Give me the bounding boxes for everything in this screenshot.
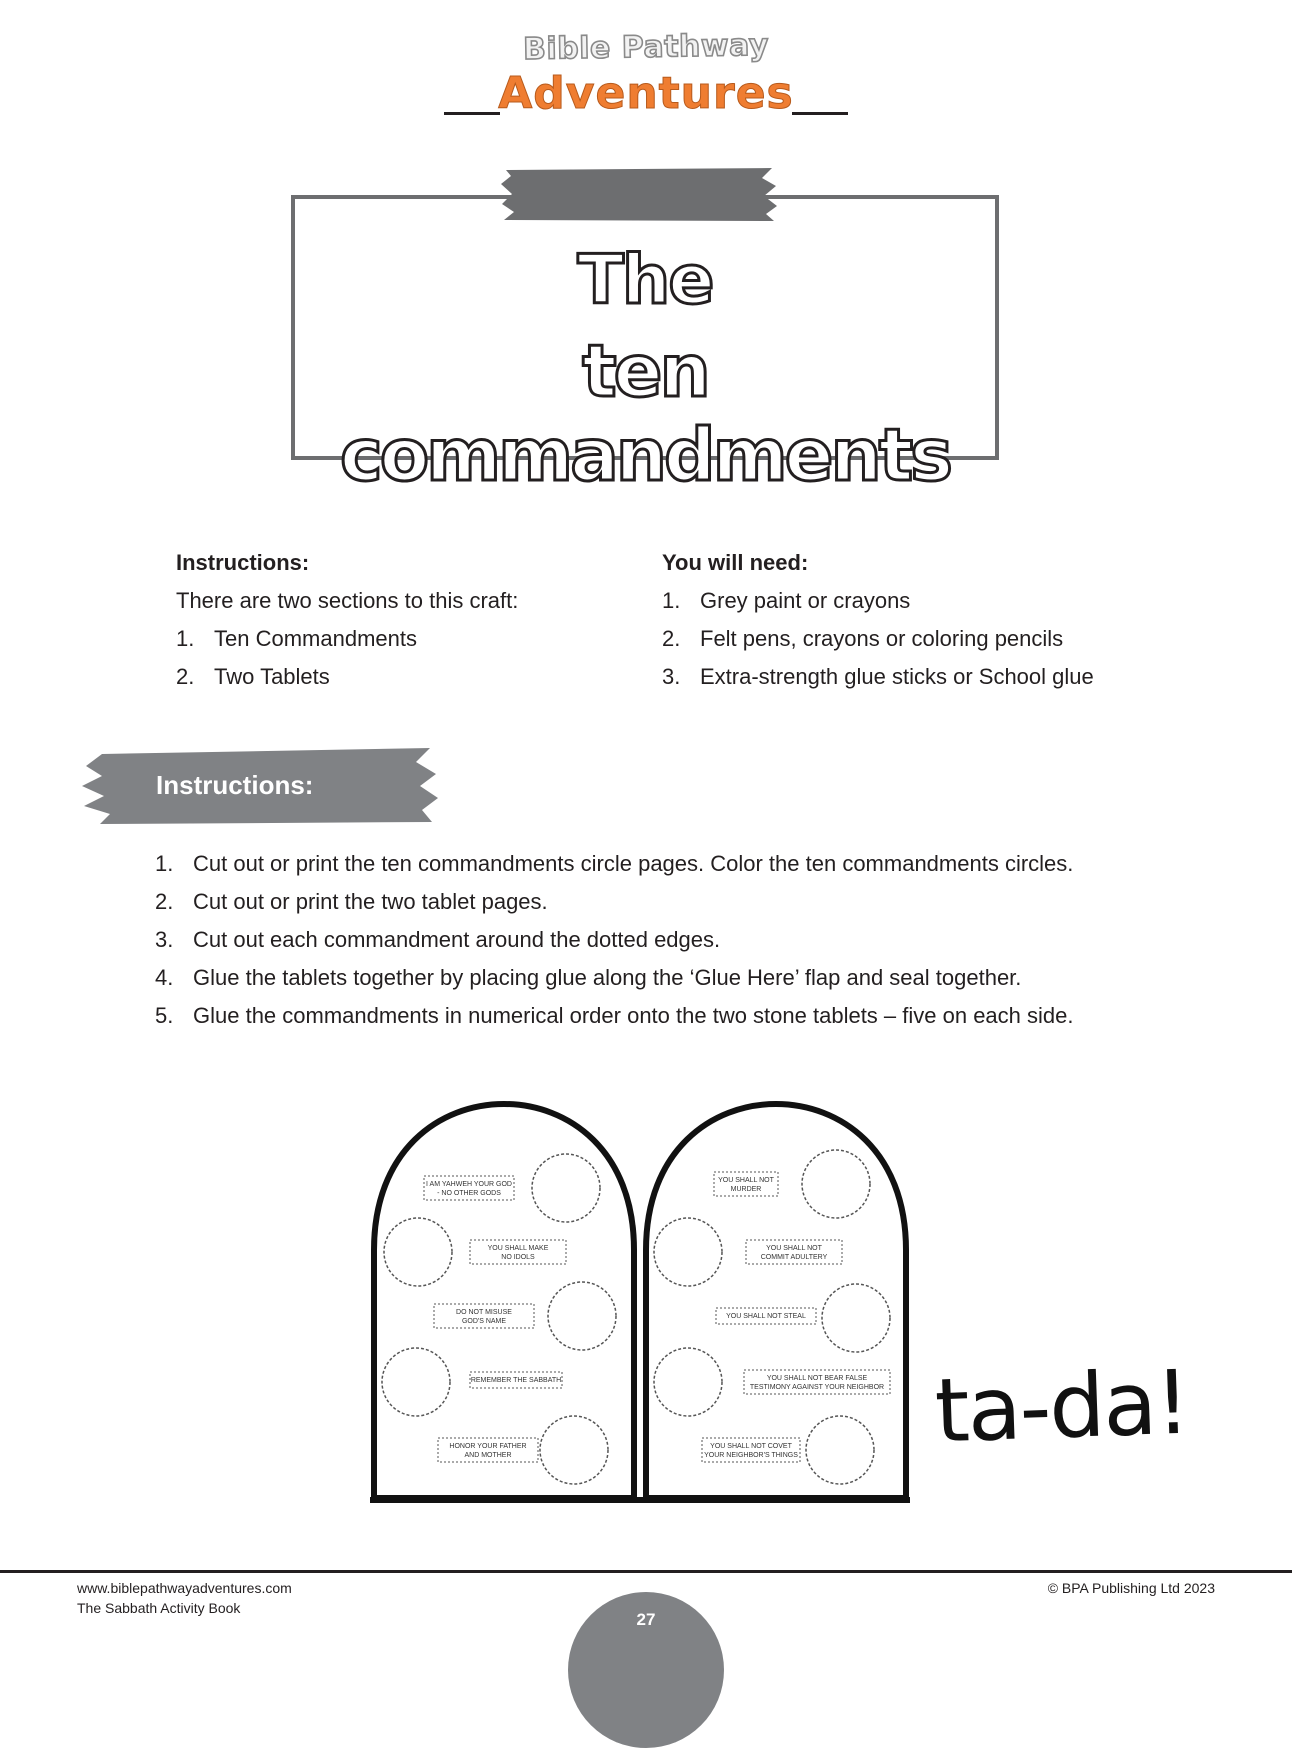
stone-tablets-illustration (370, 1100, 930, 1512)
list-label: Grey paint or crayons (700, 588, 911, 613)
list-item (155, 921, 1255, 959)
title-frame (291, 195, 999, 497)
list-number: 1. (176, 626, 195, 651)
list-label: Ten Commandments (214, 626, 417, 651)
logo-text-bottom: Adventures (498, 68, 794, 119)
publisher-logo (0, 27, 1292, 130)
commandment-7-line1: YOU SHALL NOT (766, 1245, 822, 1252)
commandment-3-line2: GOD'S NAME (461, 1318, 507, 1325)
commandment-4-line1: REMEMBER THE SABBATH (470, 1377, 562, 1384)
commandment-7-line2: COMMIT ADULTERY (760, 1254, 828, 1261)
commandment-9-line1: YOU SHALL NOT BEAR FALSE (766, 1375, 868, 1382)
commandment-10-line1: YOU SHALL NOT COVET (710, 1443, 792, 1450)
step-text: Cut out or print the ten commandments circle pages. Color the ten commandments circles. (193, 851, 1074, 876)
list-item (155, 845, 1255, 883)
page-title-line2: ten commandments (340, 329, 950, 497)
commandment-2-line2: NO IDOLS (501, 1254, 535, 1261)
list-item (176, 658, 596, 696)
list-item (662, 620, 1222, 658)
commandment-6-line1: YOU SHALL NOT (718, 1177, 774, 1184)
commandment-9-line2: TESTIMONY AGAINST YOUR NEIGHBOR (749, 1384, 885, 1391)
step-number: 3. (155, 927, 174, 952)
commandment-1-line2: - NO OTHER GODS (437, 1190, 501, 1197)
list-label: Felt pens, crayons or coloring pencils (700, 626, 1064, 651)
commandment-5-line2: AND MOTHER (464, 1452, 512, 1459)
list-number: 3. (662, 664, 681, 689)
list-label: Extra-strength glue sticks or School glue (700, 664, 1094, 689)
step-number: 4. (155, 965, 174, 990)
step-number: 1. (155, 851, 174, 876)
footer-copyright: © BPA Publishing Ltd 2023 (1047, 1580, 1215, 1596)
page-number: 27 (636, 1610, 656, 1629)
commandment-8-line1: YOU SHALL NOT STEAL (726, 1313, 806, 1320)
list-item (155, 997, 1255, 1035)
commandment-6-line2: MURDER (730, 1186, 762, 1193)
commandment-2-line1: YOU SHALL MAKE (487, 1245, 549, 1252)
instructions-banner-label: Instructions: (156, 770, 314, 800)
intro-instructions-heading: Instructions: (176, 550, 310, 575)
commandment-3-line1: DO NOT MISUSE (456, 1309, 512, 1316)
commandment-10-line2: YOUR NEIGHBOR'S THINGS (704, 1452, 798, 1459)
intro-instructions-text: There are two sections to this craft: (176, 588, 519, 613)
intro-instructions (176, 544, 596, 696)
step-text: Cut out each commandment around the dotted edges. (193, 927, 721, 952)
list-item (662, 582, 1222, 620)
list-number: 2. (176, 664, 195, 689)
list-label: Two Tablets (214, 664, 330, 689)
title-tape-strip (500, 166, 778, 222)
step-text: Glue the commandments in numerical order onto the two stone tablets – five on each side. (193, 1003, 1074, 1028)
list-number: 2. (662, 626, 681, 651)
instruction-steps (155, 845, 1255, 1035)
commandment-1-line1: I AM YAHWEH YOUR GOD (426, 1181, 512, 1188)
step-number: 2. (155, 889, 174, 914)
page-title-line1: The (577, 241, 713, 320)
logo-text-top: Bible Pathway (522, 27, 770, 68)
list-item (662, 658, 1222, 696)
list-item (155, 959, 1255, 997)
list-item (176, 620, 596, 658)
step-number: 5. (155, 1003, 174, 1028)
step-text: Glue the tablets together by placing glue along the ‘Glue Here’ flap and seal together. (193, 965, 1022, 990)
commandment-5-line1: HONOR YOUR FATHER (449, 1443, 527, 1450)
list-item (155, 883, 1255, 921)
tada-text: ta-da! (933, 1350, 1190, 1463)
footer-rule (0, 1570, 1292, 1573)
supplies-list (662, 544, 1222, 696)
step-text: Cut out or print the two tablet pages. (193, 889, 548, 914)
footer-book-title: The Sabbath Activity Book (77, 1600, 241, 1616)
list-number: 1. (662, 588, 681, 613)
footer-website: www.biblepathwayadventures.com (77, 1580, 292, 1596)
supplies-heading: You will need: (662, 550, 809, 575)
